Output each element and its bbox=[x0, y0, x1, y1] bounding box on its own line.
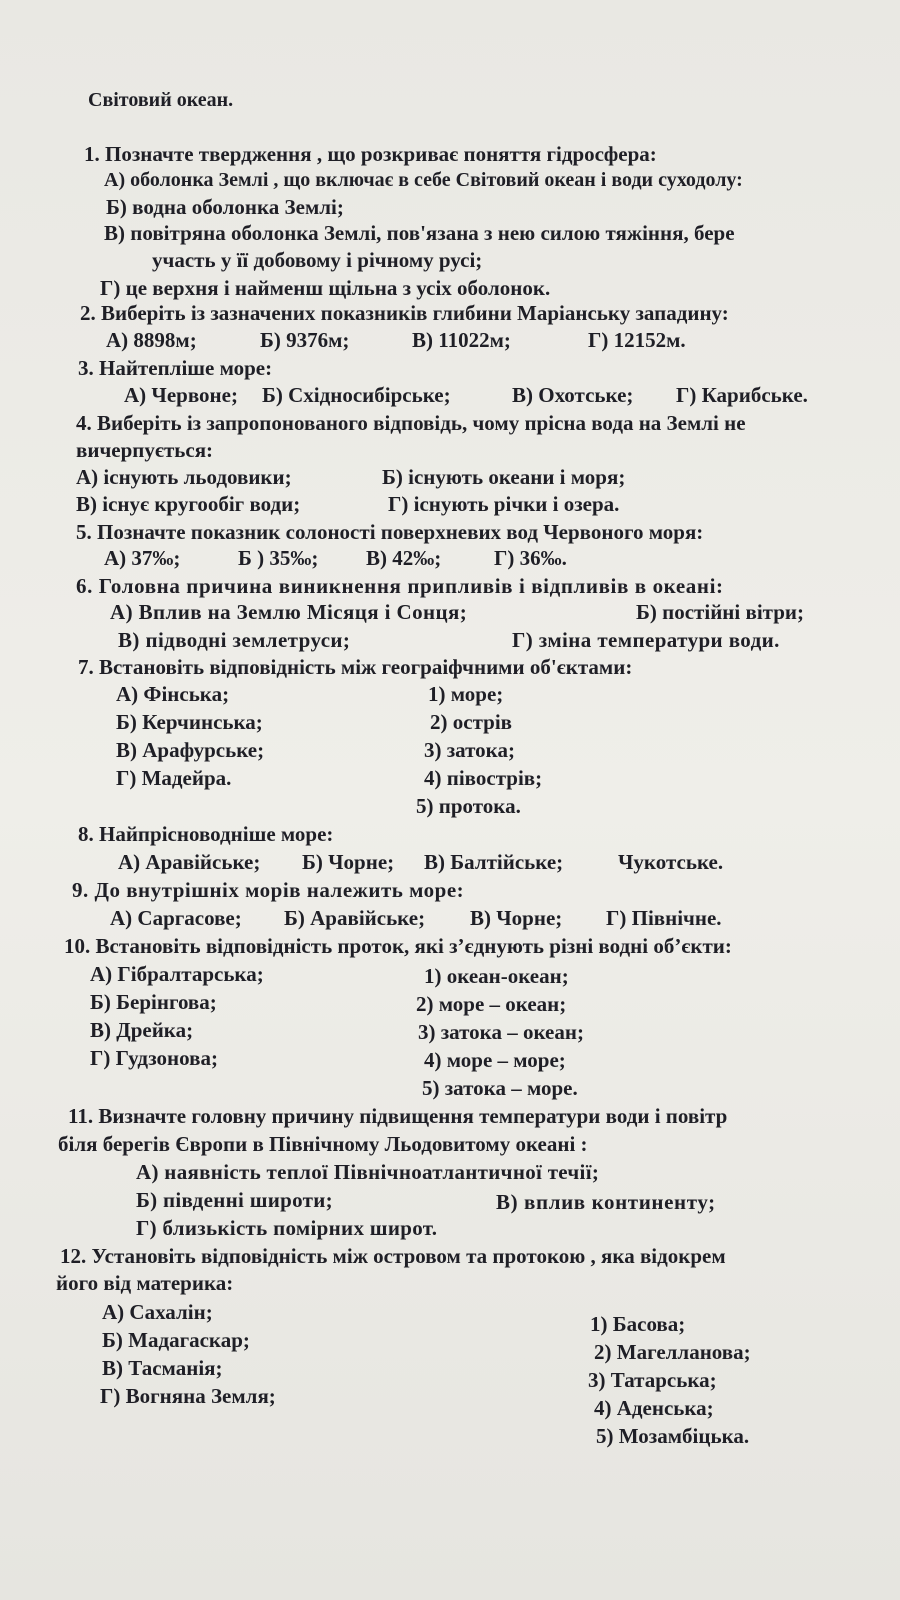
q3-option-a: А) Червоне; bbox=[124, 383, 238, 407]
q5-stem: 5. Позначте показник солоності поверхневих вод Червоного моря: bbox=[76, 520, 704, 544]
q9-option-d: Г) Північне. bbox=[606, 906, 722, 930]
q9-option-a: А) Саргасове; bbox=[110, 906, 242, 930]
q11-stem-line1: 11. Визначте головну причину підвищення температури води і повітр bbox=[68, 1104, 728, 1128]
q4-stem-line1: 4. Виберіть із запропонованого відповідь, чому прісна вода на Землі не bbox=[76, 411, 746, 435]
q3-stem: 3. Найтепліше море: bbox=[78, 356, 273, 380]
q10-right-item: 3) затока – океан; bbox=[418, 1020, 584, 1044]
q1-option-a: А) оболонка Землі , що включає в себе Світовий океан і води суходолу: bbox=[104, 169, 743, 191]
q1-option-c-line1: В) повітряна оболонка Землі, пов'язана з нею силою тяжіння, бере bbox=[104, 221, 735, 245]
q7-left-item: Г) Мадейра. bbox=[116, 766, 232, 790]
q4-option-c: В) існує кругообіг води; bbox=[76, 492, 301, 516]
q1-option-d: Г) це верхня і найменш щільна з усіх оболонок. bbox=[100, 276, 551, 300]
q9-option-b: Б) Аравійське; bbox=[284, 906, 426, 930]
q6-option-c: В) підводні землетруси; bbox=[118, 628, 351, 652]
q12-right-item: 2) Магелланова; bbox=[594, 1340, 751, 1364]
q11-option-a: А) наявність теплої Північноатлантичної течії; bbox=[136, 1160, 600, 1184]
q5-option-a: А) 37‰; bbox=[104, 546, 181, 570]
worksheet-title: Світовий океан. bbox=[88, 89, 234, 111]
q4-option-b: Б) існують океани і моря; bbox=[382, 465, 626, 489]
q1-stem: 1. Позначте твердження , що розкриває поняття гідросфера: bbox=[84, 142, 657, 166]
q12-right-item: 1) Басова; bbox=[590, 1312, 686, 1336]
q7-right-item: 5) протока. bbox=[416, 794, 521, 818]
q2-option-a: А) 8898м; bbox=[106, 328, 197, 352]
q6-option-b: Б) постійні вітри; bbox=[636, 600, 804, 624]
q9-option-c: В) Чорне; bbox=[470, 906, 563, 930]
q2-option-c: В) 11022м; bbox=[412, 328, 511, 352]
q5-option-d: Г) 36‰. bbox=[494, 546, 567, 570]
q7-left-item: В) Арафурське; bbox=[116, 738, 265, 762]
q7-left-item: А) Фінська; bbox=[116, 682, 230, 706]
q7-right-item: 3) затока; bbox=[424, 738, 515, 762]
q3-option-c: В) Охотське; bbox=[512, 383, 634, 407]
q11-stem-line2: біля берегів Європи в Північному Льодовитому океані : bbox=[58, 1132, 588, 1156]
q10-left-item: Б) Берінгова; bbox=[90, 990, 217, 1014]
q2-option-d: Г) 12152м. bbox=[588, 328, 686, 352]
q12-left-item: А) Сахалін; bbox=[102, 1300, 213, 1324]
q2-stem: 2. Виберіть із зазначених показників глибини Маріанську западину: bbox=[80, 301, 729, 325]
q12-right-item: 4) Аденська; bbox=[594, 1396, 714, 1420]
q7-left-item: Б) Керчинська; bbox=[116, 710, 263, 734]
q10-right-item: 2) море – океан; bbox=[416, 992, 567, 1016]
q8-option-d: Чукотське. bbox=[618, 850, 724, 874]
q10-left-item: В) Дрейка; bbox=[90, 1018, 194, 1042]
q1-option-b: Б) водна оболонка Землі; bbox=[106, 195, 344, 219]
q10-right-item: 5) затока – море. bbox=[422, 1076, 578, 1100]
q8-option-c: В) Балтійське; bbox=[424, 850, 564, 874]
q2-option-b: Б) 9376м; bbox=[260, 328, 350, 352]
q11-option-c: В) вплив континенту; bbox=[496, 1190, 716, 1214]
q12-stem-line1: 12. Установіть відповідність між островом та протокою , яка відокрем bbox=[60, 1244, 726, 1268]
q3-option-d: Г) Карибське. bbox=[676, 383, 808, 407]
q6-option-a: А) Вплив на Землю Місяця і Сонця; bbox=[110, 600, 468, 624]
q10-stem: 10. Встановіть відповідність проток, які з’єднують різні водні об’єкти: bbox=[64, 934, 732, 958]
q3-option-b: Б) Східносибірське; bbox=[262, 383, 451, 407]
q8-option-b: Б) Чорне; bbox=[302, 850, 395, 874]
q11-option-d: Г) близькість помірних широт. bbox=[136, 1216, 438, 1240]
q4-stem-line2: вичерпується: bbox=[76, 438, 214, 462]
q12-right-item: 3) Татарська; bbox=[588, 1368, 717, 1392]
q8-stem: 8. Найпрісноводніше море: bbox=[78, 822, 334, 846]
q12-right-item: 5) Мозамбіцька. bbox=[596, 1424, 750, 1448]
q12-left-item: В) Тасманія; bbox=[102, 1356, 223, 1380]
q7-right-item: 1) море; bbox=[428, 682, 504, 706]
q6-stem: 6. Головна причина виникнення припливів і відпливів в океані: bbox=[76, 574, 724, 598]
q10-right-item: 4) море – море; bbox=[424, 1048, 566, 1072]
q5-option-b: Б ) 35‰; bbox=[238, 546, 319, 570]
q7-right-item: 2) острів bbox=[430, 710, 512, 734]
q9-stem: 9. До внутрішніх морів належить море: bbox=[72, 878, 465, 902]
q1-option-c-line2: участь у її добовому і річному русі; bbox=[152, 248, 483, 272]
q12-stem-line2: його від материка: bbox=[56, 1271, 234, 1295]
q4-option-a: А) існують льодовики; bbox=[76, 465, 292, 489]
q5-option-c: В) 42‰; bbox=[366, 546, 442, 570]
q7-right-item: 4) півострів; bbox=[424, 766, 543, 790]
q10-left-item: А) Гібралтарська; bbox=[90, 962, 264, 986]
q6-option-d: Г) зміна температури води. bbox=[512, 628, 780, 652]
q12-left-item: Б) Мадагаскар; bbox=[102, 1328, 250, 1352]
q4-option-d: Г) існують річки і озера. bbox=[388, 492, 620, 516]
q7-stem: 7. Встановіть відповідність між геограіфчними об'єктами: bbox=[78, 655, 633, 679]
q8-option-a: А) Аравійське; bbox=[118, 850, 261, 874]
q10-left-item: Г) Гудзонова; bbox=[90, 1046, 218, 1070]
q12-left-item: Г) Вогняна Земля; bbox=[100, 1384, 276, 1408]
q11-option-b: Б) південні широти; bbox=[136, 1188, 333, 1212]
q10-right-item: 1) океан-океан; bbox=[424, 964, 569, 988]
